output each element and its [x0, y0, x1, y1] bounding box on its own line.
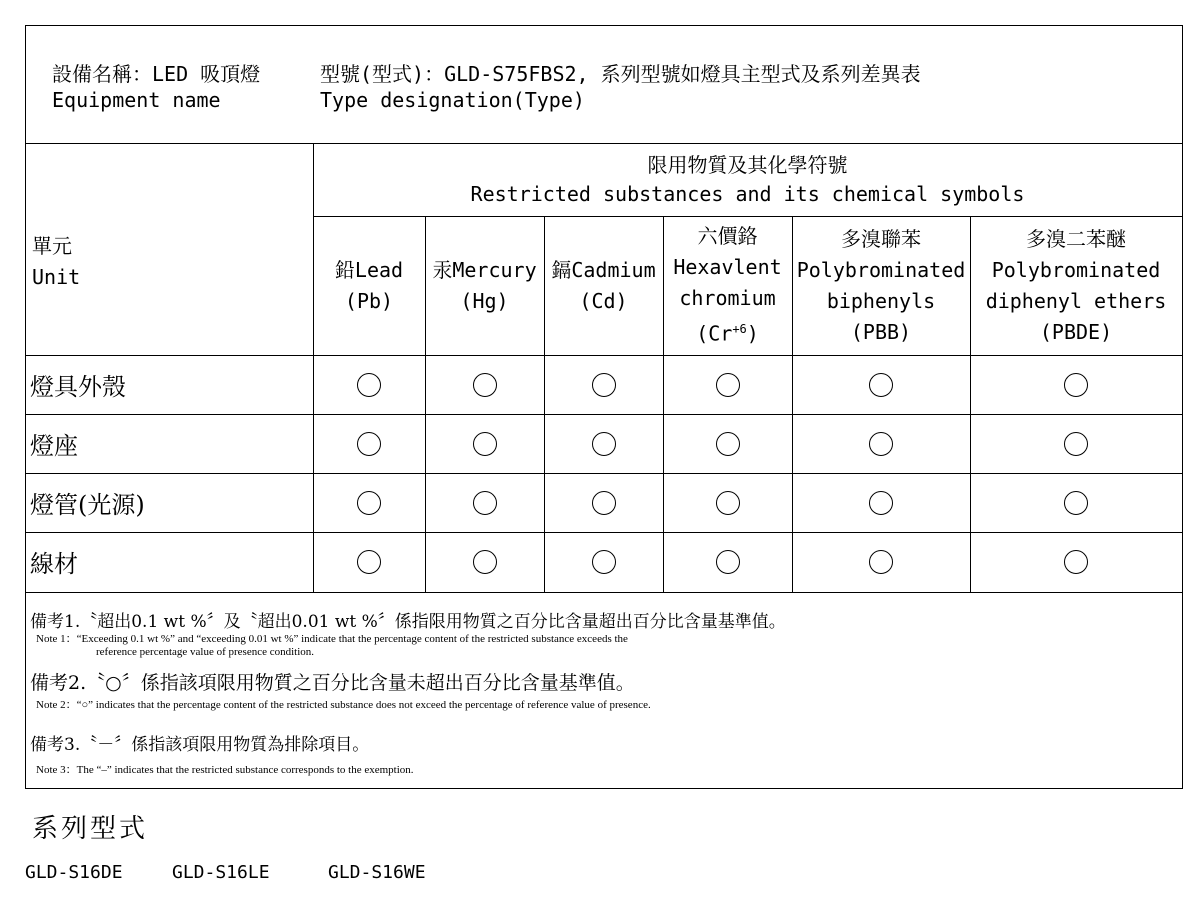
not-exceeding-mark [473, 550, 497, 574]
restricted-substances-header [313, 143, 1182, 216]
not-exceeding-mark [473, 373, 497, 397]
note-1-zh: 備考1.〝超出0.1 wt %〞及〝超出0.01 wt %〞係指限用物質之百分比含量超出百分比含量基準值。 [30, 612, 786, 632]
substance-cell [663, 473, 792, 532]
substance-cell [425, 532, 544, 591]
column-header-lead: 鉛Lead (Pb) [334, 257, 404, 313]
not-exceeding-mark [716, 550, 740, 574]
substance-cell [425, 473, 544, 532]
not-exceeding-mark [592, 491, 616, 515]
substance-cell [544, 355, 663, 414]
not-exceeding-mark [592, 432, 616, 456]
series-model: GLD-S16LE [172, 862, 270, 883]
not-exceeding-mark [716, 491, 740, 515]
substance-cell [544, 414, 663, 473]
not-exceeding-mark [357, 550, 381, 574]
column-header-pbb: 多溴聯苯 Polybrominated biphenyls (PBB) [796, 226, 966, 344]
substance-cell [970, 355, 1182, 414]
series-model: GLD-S16WE [328, 862, 426, 883]
not-exceeding-mark [592, 550, 616, 574]
substance-cell [544, 532, 663, 591]
not-exceeding-mark [1064, 491, 1088, 515]
not-exceeding-mark [869, 373, 893, 397]
not-exceeding-mark [716, 373, 740, 397]
not-exceeding-mark [357, 432, 381, 456]
column-header-cadmium: 鎘Cadmium (Cd) [551, 257, 656, 313]
not-exceeding-mark [592, 373, 616, 397]
substance-cell [792, 414, 970, 473]
equipment-name-en: Equipment name [52, 88, 221, 112]
not-exceeding-mark [869, 550, 893, 574]
substance-cell [663, 355, 792, 414]
substance-cell [663, 532, 792, 591]
note-3-zh: 備考3.〝－〞係指該項限用物質為排除項目。 [30, 735, 370, 755]
row-label: 燈座 [30, 432, 78, 460]
substance-cell [970, 473, 1182, 532]
note-2-zh: 備考2.〝○〞係指該項限用物質之百分比含量未超出百分比含量基準值。 [30, 672, 635, 694]
substance-cell [313, 355, 425, 414]
substance-cell [425, 355, 544, 414]
substance-cell [313, 414, 425, 473]
note-2-en: Note 2：“○” indicates that the percentage content of the restricted substance does not exceed the percentage of reference value of presence. [36, 699, 651, 711]
unit-label-en: Unit [32, 265, 81, 289]
not-exceeding-mark [716, 432, 740, 456]
not-exceeding-mark [473, 491, 497, 515]
not-exceeding-mark [473, 432, 497, 456]
note-1-en-cont: reference percentage value of presence condition. [96, 646, 315, 658]
series-title: 系列型式 [32, 814, 149, 844]
type-designation-en: Type designation(Type) [320, 88, 585, 112]
column-header-hexavalent-chromium: 六價鉻 Hexavlent chromium $(Cr^{+6})$ [673, 224, 782, 346]
not-exceeding-mark [869, 491, 893, 515]
note-3-en: Note 3：The “–” indicates that the restricted substance corresponds to the exemption. [36, 764, 414, 776]
restricted-title-zh: 限用物質及其化學符號 [647, 152, 848, 177]
not-exceeding-mark [357, 373, 381, 397]
restricted-title-en: Restricted substances and its chemical symbols [470, 181, 1025, 206]
equipment-header [26, 26, 1182, 144]
series-model: GLD-S16DE [25, 862, 123, 883]
substance-cell [792, 355, 970, 414]
equipment-name-zh: 設備名稱：LED 吸頂燈 [52, 62, 261, 86]
column-header-pbde: 多溴二苯醚 Polybrominated diphenyl ethers (PBDE) [985, 226, 1167, 344]
substance-cell [313, 473, 425, 532]
substance-cell [313, 532, 425, 591]
substance-cell [792, 473, 970, 532]
row-label: 燈管(光源) [30, 491, 145, 519]
rohs-declaration-table [25, 25, 1183, 789]
not-exceeding-mark [1064, 550, 1088, 574]
substance-cell [970, 532, 1182, 591]
substance-cell [792, 532, 970, 591]
not-exceeding-mark [1064, 432, 1088, 456]
substance-cell [544, 473, 663, 532]
column-header-mercury: 汞Mercury (Hg) [432, 257, 537, 313]
not-exceeding-mark [869, 432, 893, 456]
row-label: 線材 [30, 550, 78, 578]
not-exceeding-mark [357, 491, 381, 515]
unit-label [32, 231, 80, 293]
substance-cell [970, 414, 1182, 473]
note-1-en: Note 1：“Exceeding 0.1 wt %” and “exceeding 0.01 wt %” indicate that the percentage content of the restricted substance exceeds the [36, 633, 628, 645]
substance-cell [663, 414, 792, 473]
row-label: 燈具外殼 [30, 373, 126, 401]
type-designation-zh: 型號(型式)：GLD-S75FBS2, 系列型號如燈具主型式及系列差異表 [320, 62, 921, 86]
substance-cell [425, 414, 544, 473]
unit-label-zh: 單元 [32, 234, 72, 258]
not-exceeding-mark [1064, 373, 1088, 397]
